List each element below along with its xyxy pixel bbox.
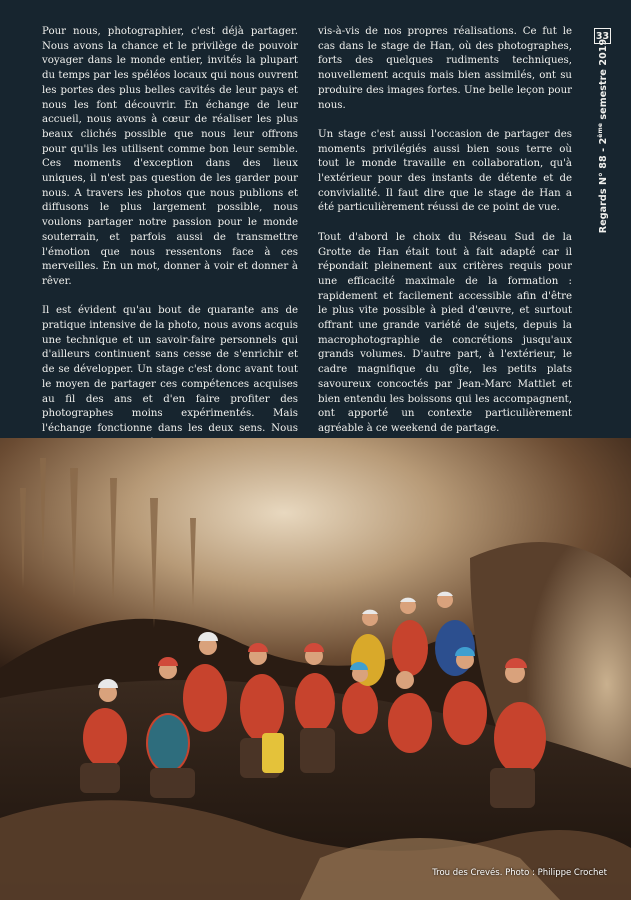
header-part: Regards N° 88 - 2	[598, 137, 610, 234]
paragraph: Un stage c'est aussi l'occasion de partager des moments privilégiés aussi bien sous terre où tout le monde travaille en collaboration, qu'à l'extérieur pour des instants de détente et de convivialité. Il faut dire que le stage de Han a été particulièrement réussi de ce point de vue.	[318, 128, 572, 214]
header-part: semestre 2019	[598, 38, 610, 123]
cave-group-photo	[0, 438, 631, 900]
paragraph: Tout d'abord le choix du Réseau Sud de la Grotte de Han était tout à fait adapté car il répondait pleinement aux critères requis pour une efficacité maximale de la formation : rapidement et facilement accessible afin d'être le plus vite possible à pied d'œuvre, et surtout offrant une grande variété de sujets, depuis la macrophotographie de concrétions jusqu'aux grands volumes. D'autre part, à l'extérieur, le cadre magnifique du gîte, les petits plats savoureux concoctés par Jean-Marc Mattlet et bien entendu les boissons qui les accompagnent, ont apporté un contexte particulièrement agréable à ce weekend de partage.	[318, 231, 572, 434]
running-header	[596, 38, 610, 234]
paragraph: vis-à-vis de nos propres réalisations. Ce fut le cas dans le stage de Han, où des photographes, forts des quelques rudiments techniques, nouvellement acquis mais bien assimilés, ont su produire des images fortes. Une belle leçon pour nous.	[318, 26, 572, 111]
page-number: 33	[594, 28, 611, 44]
header-superscript: ème	[596, 123, 604, 138]
photo-credit: Trou des Crevés. Photo : Philippe Crochet	[432, 868, 607, 878]
paragraph: Pour nous, photographier, c'est déjà partager. Nous avons la chance et le privilège de pouvoir voyager dans le monde entier, invités la plupart du temps par les spéléos locaux qui nous ouvrent les portes des plus belles cavités de leur pays et nous les font découvrir. En échange de leur accueil, nous avons à cœur de réaliser les plus beaux clichés possible que nous leur offrons pour qu'ils les utilisent comme bon leur semble. Ces moments d'exception dans des lieux uniques, il n'est pas question de les garder pour nous. A travers les photos que nous publions et diffusons le plus largement possible, nous voulons partager notre passion pour le monde souterrain, et parfois aussi de transmettre l'émotion que nous ressentons face à ces merveilles. En un mot, donner à voir et donner à rêver.	[42, 26, 298, 287]
running-header-text	[597, 39, 609, 233]
paragraph: Il est évident qu'au bout de quarante ans de pratique intensive de la photo, nous avons acquis une technique et un savoir-faire personnels qui d'ailleurs continuent sans cesse de s'enrichir et de se développer. Un stage c'est donc avant tout le moyen de partager ces compétences acquises au fil des ans et d'en faire profiter des photographes moins expérimentés. Mais l'échange fonctionne dans les deux sens. Nous	[42, 305, 298, 434]
cave-illustration	[0, 438, 631, 900]
